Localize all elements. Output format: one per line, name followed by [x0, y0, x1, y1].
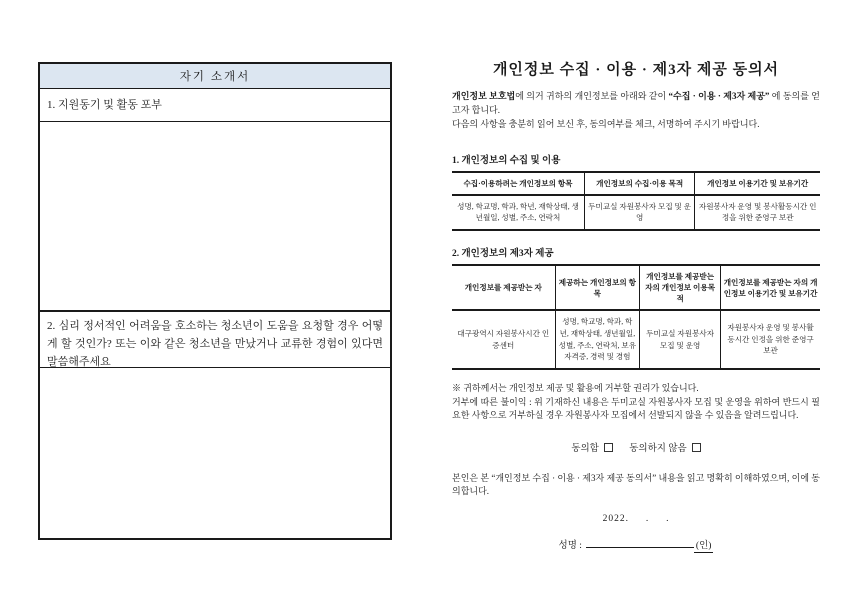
date-line: 2022. . .: [602, 513, 670, 524]
cell-recipient: 대구광역시 자원봉사시간 인증센터: [457, 328, 550, 350]
consent-form-title: 개인정보 수집 · 이용 · 제3자 제공 동의서: [492, 62, 780, 78]
intro-instruction-line: 다음의 사항을 충분히 읽어 보신 후, 동의여부를 체크, 서명하여 주시기 바랍니다.: [452, 119, 760, 129]
disagree-checkbox[interactable]: [692, 443, 701, 452]
third-party-table: [452, 264, 820, 370]
agree-checkbox[interactable]: [604, 443, 613, 452]
disagree-label: 동의하지 않음: [629, 443, 687, 454]
question-2-answer-area[interactable]: [40, 368, 390, 538]
intro-text-mid: 에 의거 귀하의 개인정보를 아래와 같이: [515, 91, 669, 101]
col-header-items: 수집·이용하려는 개인정보의 항목: [452, 172, 584, 195]
col-header-items: 제공하는 개인정보의 항목: [555, 265, 640, 310]
cell-purpose: 두미교실 자원봉사자 모집 및 운영: [640, 310, 721, 369]
cell-purpose: 두미교실 자원봉사자 모집 및 운영: [584, 195, 694, 231]
col-header-purpose: 개인정보의 수집·이용 목적: [584, 172, 694, 195]
consent-choice-row: [452, 440, 820, 454]
final-consent-statement: 본인은 본 “개인정보 수집 · 이용 · 제3자 제공 동의서” 내용을 읽고 명확히 이해하였으며, 이에 동의합니다.: [452, 472, 820, 497]
collection-use-table: [452, 171, 820, 232]
notice-line-2: 거부에 따른 불이익 : 위 기재하신 내용은 두미교실 자원봉사자 모집 및 운영을 위하여 반드시 필요한 사항으로 거부하실 경우 자원봉사자 모집에서 선발되지 않을 수 있음을 알려드립니다.: [452, 396, 820, 421]
section1-heading: 1. 개인정보의 수집 및 이용: [452, 155, 561, 166]
self-intro-form: [38, 62, 392, 540]
table-header-row: [452, 265, 820, 310]
signature-blank-field[interactable]: [586, 537, 694, 548]
col-header-recipient: 개인정보를 제공받는 자: [452, 265, 555, 310]
cell-items: 성명, 학교명, 학과, 학년, 재학상태, 생년월일, 성별, 주소, 연락처, 보유자격증, 경력 및 경험: [555, 310, 640, 369]
name-label: 성명 :: [558, 540, 582, 551]
rights-notice: [452, 382, 820, 423]
intro-law-name: 개인정보 보호법: [452, 91, 516, 101]
cell-items: 성명, 학교명, 학과, 학년, 재학상태, 생년월일, 성별, 주소, 연락처: [457, 201, 579, 223]
privacy-consent-form: [452, 58, 820, 551]
signature-row: [452, 537, 820, 551]
table-header-row: [452, 172, 820, 195]
cell-retention: 자원봉사자 운영 및 봉사활동시간 인정을 위한 준영구 보관: [695, 195, 820, 231]
intro-scope-bold: “수집 · 이용 · 제3자 제공”: [668, 91, 770, 101]
self-intro-form-title: 자기 소개서: [40, 64, 390, 89]
table-row: [452, 195, 820, 231]
cell-retention: 자원봉사자 운영 및 봉사활동시간 인정을 위한 준영구 보관: [721, 310, 820, 369]
intro-paragraph: [452, 90, 820, 132]
question-2-label: 2. 심리 정서적인 어려움을 호소하는 청소년이 도움을 요청할 경우 어떻게 할 것인가? 또는 이와 같은 청소년을 만났거나 교류한 경험이 있다면 말씀해주세요: [40, 311, 390, 368]
intro-text-tail: 에 동의를 얻고자 합니다.: [452, 91, 821, 115]
table-row: [452, 310, 820, 369]
col-header-retention: 개인정보를 제공받는 자의 개인정보 이용기간 및 보유기간: [721, 265, 820, 310]
agree-label: 동의함: [571, 443, 599, 454]
section2-heading: 2. 개인정보의 제3자 제공: [452, 249, 554, 260]
question-1-label: 1. 지원동기 및 활동 포부: [40, 89, 390, 122]
question-1-answer-area[interactable]: [40, 122, 390, 311]
col-header-purpose: 개인정보를 제공받는 자의 개인정보 이용목적: [640, 265, 721, 310]
seal-label: (인): [695, 540, 712, 551]
notice-line-1: ※ 귀하께서는 개인정보 제공 및 활용에 거부할 권리가 있습니다.: [452, 383, 699, 394]
col-header-retention: 개인정보 이용기간 및 보유기간: [695, 172, 820, 195]
